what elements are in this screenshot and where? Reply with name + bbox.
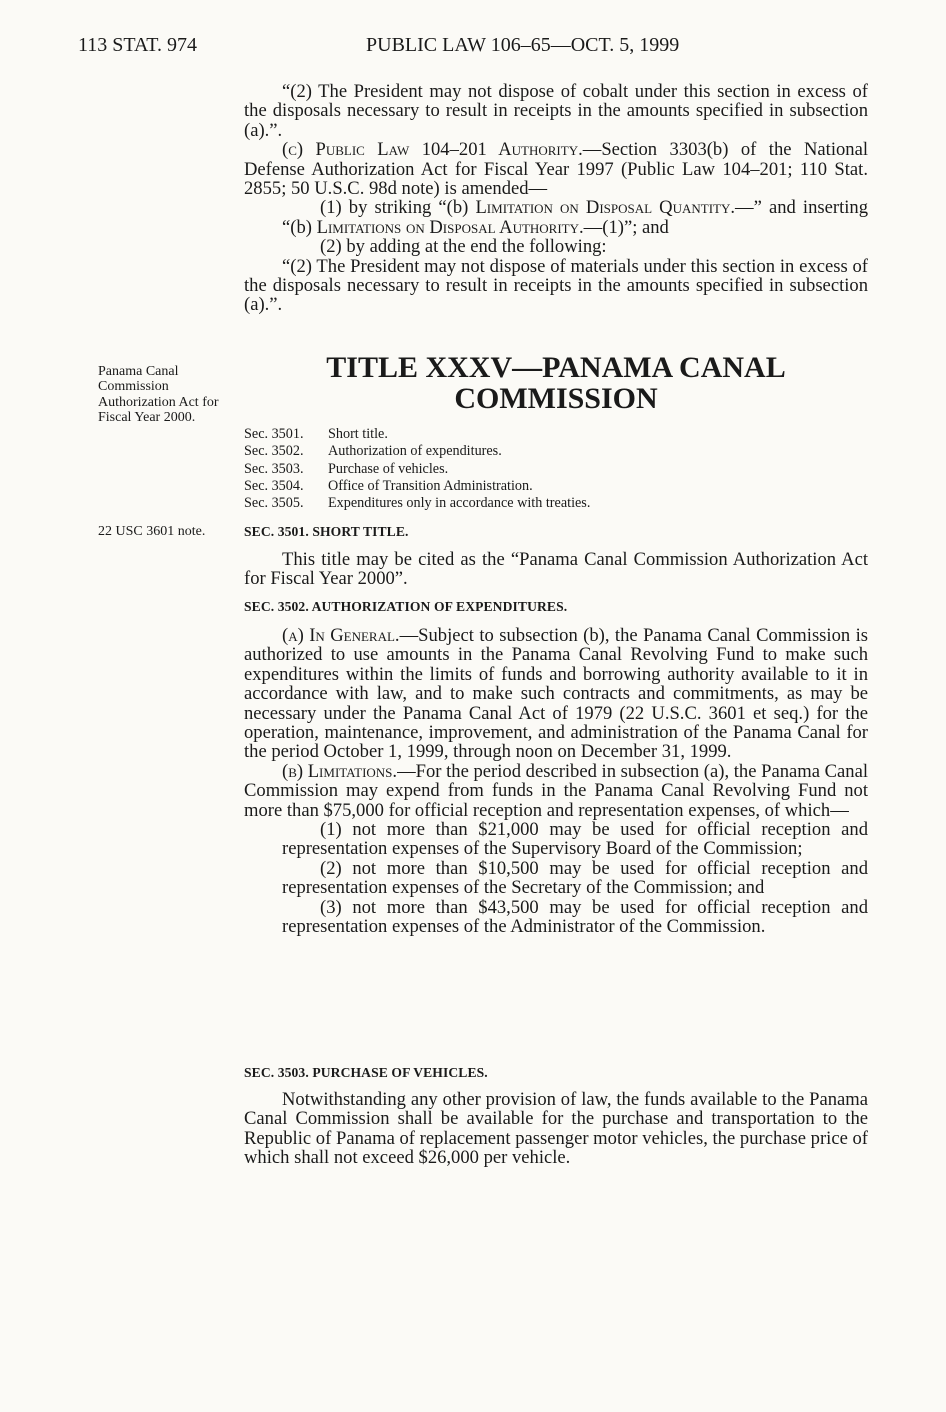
toc-section-title: Short title. (328, 426, 388, 442)
subsection-b-text: —For the period described in subsection (a), the Panama Canal Commission may expend from funds in the Panama Canal Revolving Fund not more than $75,000 for official reception and representation expenses, of which— (244, 760, 868, 821)
amendment-item-2: (2) by adding at the end the following: (320, 236, 607, 258)
title-line-1: TITLE XXXV—PANAMA CANAL (326, 351, 786, 384)
title-heading (244, 352, 868, 414)
table-of-contents (244, 426, 868, 512)
subsection-c-paragraph (244, 140, 868, 198)
section-3501-body (244, 550, 868, 589)
limitation-item-3: (3) not more than $43,500 may be used for official reception and representation expenses of the Administrator of the Commission. (282, 896, 868, 938)
subsection-a-text: —Subject to subsection (b), the Panama Canal Commission is authorized to use amounts in the Panama Canal Revolving Fund to make such expenditures within the limits of funds and borrowing authority available to it in accordance with law, and to make such contracts and commitments, as may be necessary under the Panama Canal Act of 1979 (22 U.S.C. 3601 et seq.) for the operation, maintenance, improvement, and administration of the Panama Canal for the period October 1, 1999, through noon on December 31, 1999. (244, 625, 868, 763)
toc-section-number: Sec. 3503. (244, 460, 304, 477)
toc-section-number: Sec. 3501. (244, 426, 304, 442)
section-3501-heading: SEC. 3501. SHORT TITLE. (244, 524, 409, 539)
section-3502-heading: SEC. 3502. AUTHORIZATION OF EXPENDITURES. (244, 599, 568, 614)
statute-page-number: 113 STAT. 974 (78, 34, 197, 56)
toc-section-title: Authorization of expenditures. (328, 443, 502, 460)
toc-entry (244, 443, 868, 460)
toc-section-number: Sec. 3504. (244, 477, 304, 494)
amendment-item-1 (244, 198, 868, 237)
section-3503-body (244, 1090, 868, 1168)
title-line-2: COMMISSION (454, 382, 658, 415)
continued-text-block (244, 82, 868, 315)
vehicles-paragraph: Notwithstanding any other provision of law, the funds available to the Panama Canal Commission shall be available for the purchase and transportation to the Republic of Panama of replacement passenger motor vehicles, the purchase price of which shall not exceed $26,000 per vehicle. (244, 1089, 868, 1169)
limitation-item-1: (1) not more than $21,000 may be used for official reception and representation expenses of the Supervisory Board of the Commission; (282, 819, 868, 860)
toc-entry (244, 426, 868, 443)
amendment-item-1-part-a: (1) by striking “(b) (320, 197, 476, 219)
amendment-item-1-part-e: .—(1)”; and (579, 216, 669, 238)
margin-note-usc: 22 USC 3601 note. (98, 524, 206, 539)
materials-paragraph: “(2) The President may not dispose of materials under this section in excess of the disposals necessary to result in receipts in the amounts specified in subsection (a).”. (244, 255, 868, 316)
section-3503-heading: SEC. 3503. PURCHASE OF VEHICLES. (244, 1065, 488, 1080)
limitation-item-2: (2) not more than $10,500 may be used for official reception and representation expenses of the Secretary of the Commission; and (282, 857, 868, 899)
amendment-item-1-part-b: Limitation on Disposal Quantity (475, 197, 731, 219)
subsection-a-heading: (a) In General. (282, 625, 400, 646)
amendment-item-1-part-d: Limitations on Disposal Authority (316, 216, 580, 238)
short-title-paragraph: This title may be cited as the “Panama Canal Commission Authorization Act for Fiscal Year 2000”. (244, 549, 868, 590)
subsection-c-heading: (c) Public Law 104–201 Authority. (282, 139, 583, 161)
cobalt-paragraph: “(2) The President may not dispose of cobalt under this section in excess of the disposals necessary to result in receipts in the amounts specified in subsection (a).”. (244, 81, 868, 141)
toc-section-title: Office of Transition Administration. (328, 477, 533, 494)
section-3502-body (244, 626, 868, 937)
toc-section-number: Sec. 3505. (244, 495, 304, 512)
subsection-b-heading: (b) Limitations. (282, 760, 398, 782)
toc-section-number: Sec. 3502. (244, 443, 304, 460)
subsection-a-paragraph (244, 626, 868, 762)
margin-note-short-title: Panama Canal Commission Authorization Act for Fiscal Year 2000. (98, 364, 219, 426)
subsection-b-paragraph (244, 762, 868, 820)
subsection-c-text: —Section 3303(b) of the National Defense Authorization Act for Fiscal Year 1997 (Public Law 104–201; 110 Stat. 2855; 50 U.S.C. 98d note) is amended— (244, 139, 868, 200)
toc-entry (244, 461, 868, 478)
public-law-citation: PUBLIC LAW 106–65—OCT. 5, 1999 (366, 34, 680, 56)
toc-section-title: Purchase of vehicles. (328, 460, 449, 477)
amendment-item-1-part-c: .—” and inserting “(b) (282, 197, 868, 238)
toc-entry (244, 495, 868, 512)
toc-entry (244, 478, 868, 495)
toc-section-title: Expenditures only in accordance with treaties. (328, 495, 591, 512)
